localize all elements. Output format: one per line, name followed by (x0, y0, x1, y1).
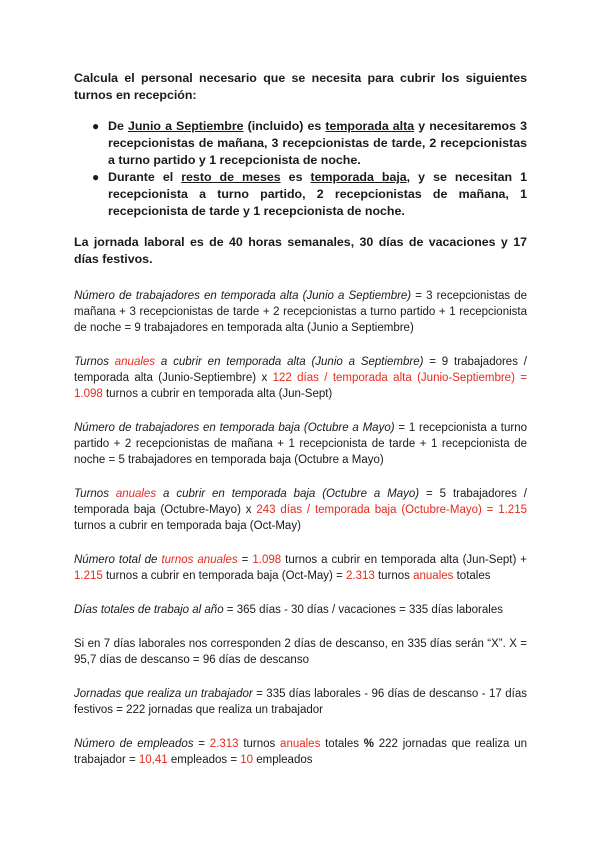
text-span: = 1 recepcionista a turno partido + 2 recepcionistas de mañana + 1 recepcionista de tarde + 1 recepcionista de noche = 5 trabajadores en temporada baja (Octubre a Mayo) (74, 422, 527, 466)
calc-label: Jornadas que realiza un trabajador (74, 688, 253, 700)
highlight-text: 10,41 (138, 754, 168, 766)
working-hours-statement: La jornada laboral es de 40 horas semanales, 30 días de vacaciones y 17 días festivos. (74, 235, 527, 266)
calc-label: Turnos (74, 356, 115, 368)
bullet-icon: ● (92, 119, 100, 133)
text-span: = 5 trabajadores / temporada baja (Octubre-Mayo) x (74, 488, 527, 516)
calc-employee-count (74, 736, 527, 768)
text-span: = (193, 738, 210, 750)
highlight-text: 122 días / temporada alta (Junio-Septiembre) = 1.098 (74, 372, 527, 400)
calc-high-season-shifts (74, 354, 527, 402)
highlight-text: anuales (280, 738, 321, 750)
calc-label: Días totales de trabajo al año (74, 604, 224, 616)
calc-low-season-shifts (74, 486, 527, 534)
highlight-text: 243 días / temporada baja (Octubre-Mayo) = 1.215 (256, 504, 527, 516)
calc-label: Número de trabajadores en temporada alta (Junio a Septiembre) (74, 290, 412, 302)
text-span: turnos a cubrir en temporada baja (Oct-May) = (102, 570, 346, 582)
underlined-text: resto de meses (181, 170, 281, 184)
text-span: es (280, 170, 311, 184)
percent-operator: % (363, 738, 374, 750)
text-span: turnos a cubrir en temporada alta (Jun-Sept) (102, 388, 333, 400)
calc-total-annual-shifts (74, 552, 527, 584)
highlight-text: 1.215 (74, 570, 103, 582)
text-span: y necesitaremos 3 recepcionistas de mañana, 3 recepcionistas de tarde, 2 recepcionistas a turno partido y 1 recepcionista de noche. (108, 119, 527, 167)
text-span: turnos a cubrir en temporada alta (Jun-Sept) + (281, 554, 528, 566)
document-page (74, 70, 527, 768)
calc-low-season-workers (74, 420, 527, 468)
underlined-text: Junio a Septiembre (127, 119, 244, 133)
highlight-text: 1.098 (252, 554, 282, 566)
shift-requirements-list (74, 118, 527, 220)
calc-total-work-days (74, 602, 527, 618)
highlight-text: turnos anuales (161, 554, 238, 566)
calc-worker-shifts (74, 686, 527, 718)
highlight-text: 2.313 (345, 570, 375, 582)
text-span: turnos a cubrir en temporada baja (Oct-May) (74, 520, 301, 532)
exercise-title: Calcula el personal necesario que se necesita para cubrir los siguientes turnos en recepción: (74, 71, 527, 102)
calc-high-season-workers (74, 288, 527, 336)
text-span: = 335 días laborales - 96 días de descanso - 17 días festivos = 222 jornadas que realiza un trabajador (74, 688, 527, 716)
highlight-text: 2.313 (209, 738, 239, 750)
highlight-text: anuales (413, 570, 454, 582)
highlight-text: anuales (115, 488, 157, 500)
text-span: = 365 días - 30 días / vacaciones = 335 días laborales (223, 604, 503, 616)
calc-label: a cubrir en temporada baja (Octubre a Mayo) (156, 488, 420, 500)
bullet-icon: ● (92, 170, 100, 184)
text-span: empleados (253, 754, 313, 766)
text-span: turnos (238, 738, 281, 750)
text-span: 222 jornadas que realiza un trabajador = (74, 738, 527, 766)
underlined-text: temporada baja (310, 170, 407, 184)
calc-label: Número de empleados (74, 738, 194, 750)
text-span: empleados = (167, 754, 241, 766)
text-span: = 3 recepcionistas de mañana + 3 recepcionistas de tarde + 2 recepcionistas a turno partido + 1 recepcionista de noche = 9 trabajadores en temporada alta (Junio a Septiembre) (74, 290, 527, 334)
list-item-low-season (92, 169, 527, 220)
calc-rest-days: Si en 7 días laborales nos corresponden 2 días de descanso, en 335 días serán “X”. X = 95,7 días de descanso = 96 días de descanso (74, 638, 527, 666)
text-span: Durante el (108, 170, 182, 184)
text-span: (incluido) es (243, 119, 326, 133)
text-span: turnos (374, 570, 414, 582)
list-item-high-season (92, 118, 527, 169)
underlined-text: temporada alta (325, 119, 415, 133)
text-span: totales (453, 570, 491, 582)
calc-label: Número total de (74, 554, 162, 566)
highlight-text: anuales (114, 356, 156, 368)
text-span: = (237, 554, 253, 566)
text-span: De (108, 119, 128, 133)
calc-label: Turnos (74, 488, 116, 500)
highlight-text: 10 (240, 754, 254, 766)
text-span: , y se necesitan 1 recepcionista a turno partido, 2 recepcionistas de mañana, 1 recepcionista de tarde y 1 recepcionista de noche. (108, 170, 527, 218)
text-span: totales (320, 738, 364, 750)
text-span: = 9 trabajadores / temporada alta (Junio-Septiembre) x (74, 356, 527, 384)
calc-label: a cubrir en temporada alta (Junio a Septiembre) (155, 356, 424, 368)
calc-label: Número de trabajadores en temporada baja (Octubre a Mayo) (74, 422, 395, 434)
